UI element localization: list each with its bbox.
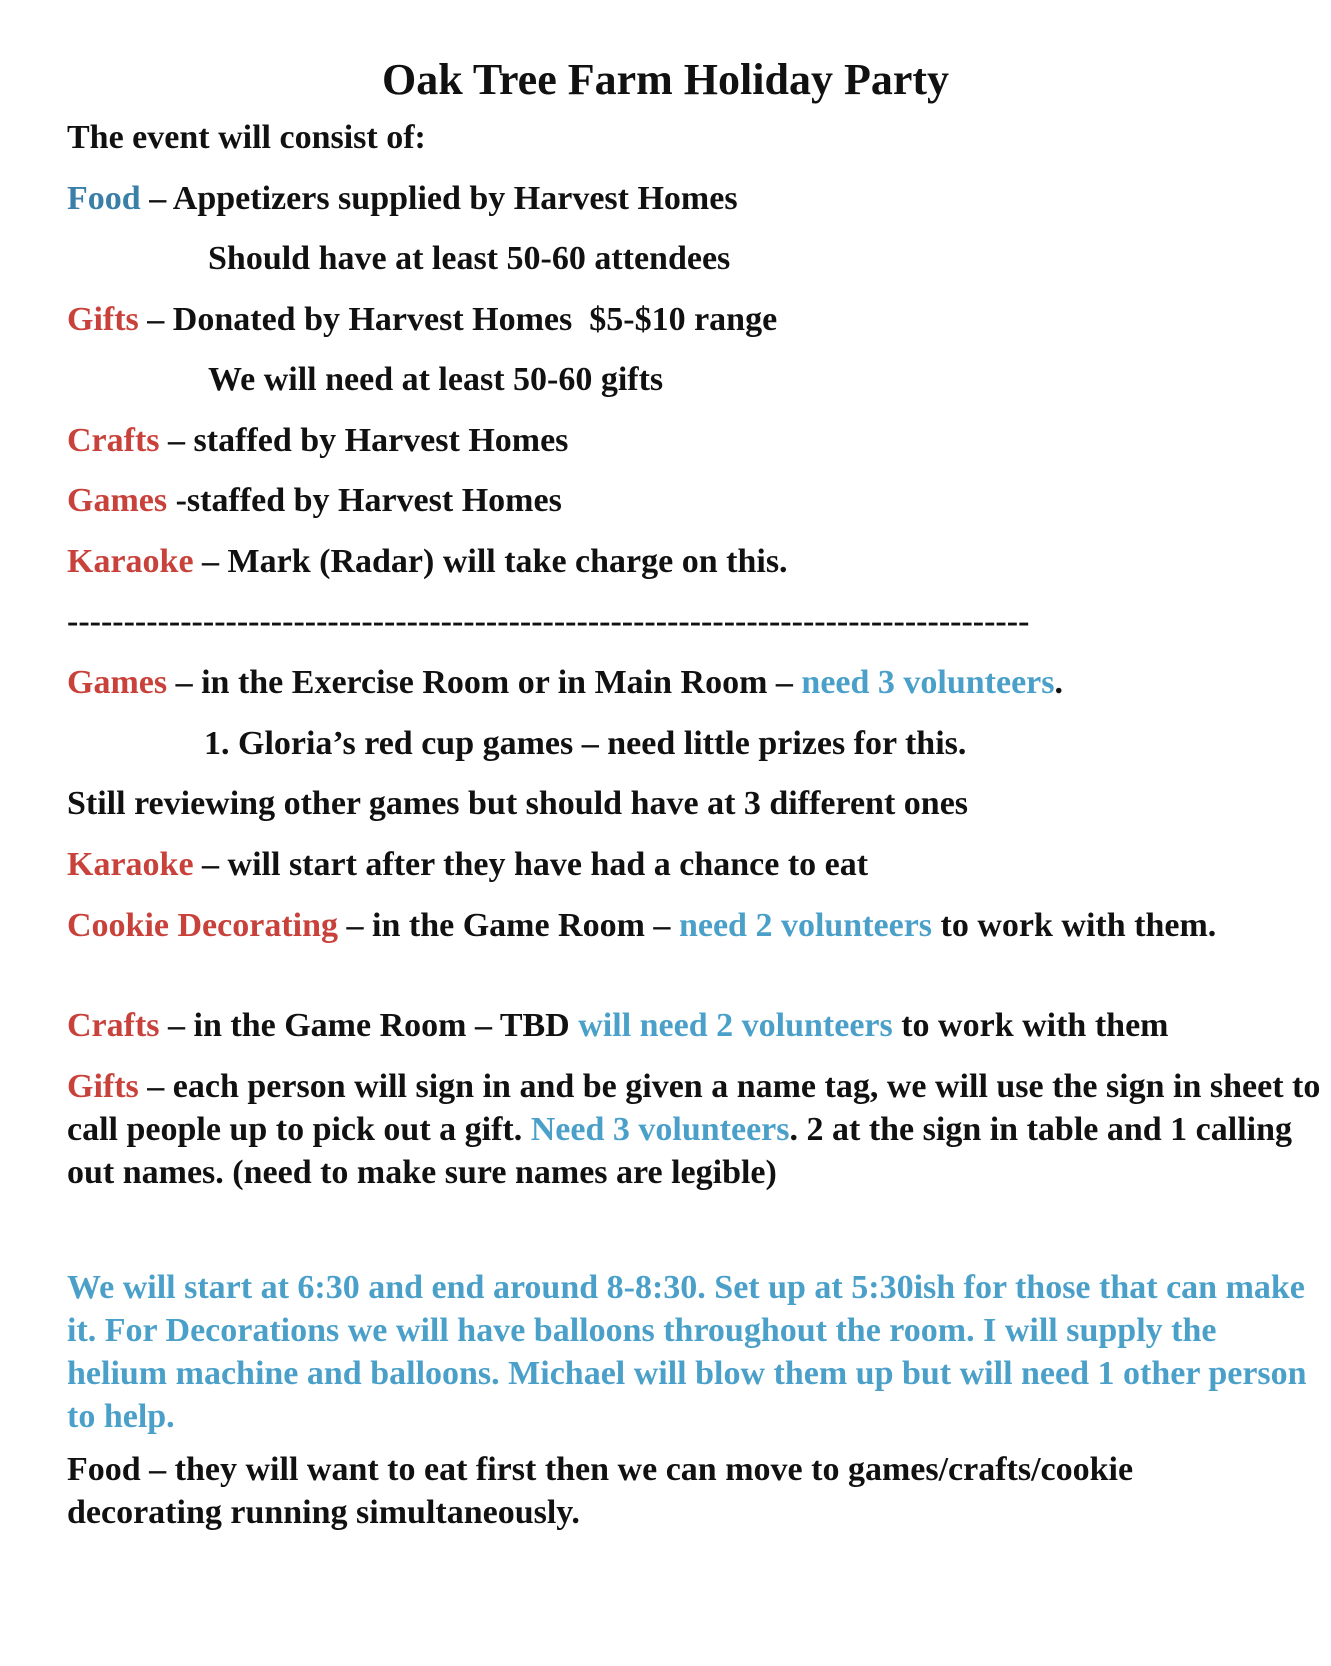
details-crafts-end: to work with them [892, 1007, 1169, 1044]
details-cookie [67, 904, 1247, 947]
overview-games [67, 479, 562, 523]
details-games-end: . [1054, 664, 1063, 701]
details-karaoke-text: – will start after they have had a chance to eat [193, 846, 869, 883]
overview-gifts-sub: We will need at least 50-60 gifts [208, 361, 664, 398]
overview-gifts [67, 298, 777, 342]
page-title: Oak Tree Farm Holiday Party [381, 55, 950, 104]
details-crafts-volunteers: will need 2 volunteers [578, 1007, 893, 1044]
details-cookie-end: to work with them. [932, 907, 1217, 944]
food-note: Food – they will want to eat first then we can move to games/crafts/cookie decorating running simultaneously. [67, 1451, 1134, 1531]
details-crafts [67, 1004, 1169, 1048]
details-gifts-end: . 2 at the sign in table and 1 calling out names. (need to make sure names are legible) [67, 1111, 1293, 1191]
details-gifts-label: Gifts [67, 1068, 139, 1105]
overview-food [67, 177, 738, 221]
karaoke-label: Karaoke [67, 543, 194, 580]
details-games-note: Still reviewing other games but should have at 3 different ones [67, 785, 969, 822]
gifts-label: Gifts [67, 301, 139, 338]
gifts-text: – Donated by Harvest Homes $5-$10 range [138, 301, 778, 338]
schedule-note: We will start at 6:30 and end around 8-8:30. Set up at 5:30ish for those that can make it. For Decorations we will have balloons throughout the room. I will supply the helium machine and balloons. Michael will blow them up but will need 1 other person to help. [67, 1269, 1307, 1435]
details-gifts-volunteers: Need 3 volunteers [530, 1111, 790, 1148]
overview-crafts [67, 419, 568, 463]
details-cookie-volunteers: need 2 volunteers [678, 907, 933, 944]
overview-food-sub: Should have at least 50-60 attendees [208, 240, 731, 277]
crafts-text: – staffed by Harvest Homes [159, 422, 569, 459]
details-games-volunteers: need 3 volunteers [801, 664, 1055, 701]
details-gifts [67, 1065, 1325, 1194]
details-cookie-label: Cookie Decorating [67, 907, 339, 944]
details-gifts-text: – each person will sign in and be given a name tag, we will use the sign in sheet to call people up to pick out a gift. [67, 1068, 1321, 1148]
food-label: Food [67, 180, 141, 217]
details-games [67, 661, 1063, 705]
games-text: -staffed by Harvest Homes [167, 482, 562, 519]
details-cookie-text: – in the Game Room – [338, 907, 679, 944]
details-crafts-label: Crafts [67, 1007, 160, 1044]
food-text: – Appetizers supplied by Harvest Homes [140, 180, 738, 217]
karaoke-text: – Mark (Radar) will take charge on this. [193, 543, 788, 580]
overview-karaoke [67, 540, 788, 584]
details-games-item: 1. Gloria’s red cup games – need little prizes for this. [204, 725, 967, 762]
details-karaoke [67, 843, 868, 887]
divider: ------------------------------------------------------------------------------------- [67, 603, 1030, 640]
games-label: Games [67, 482, 168, 519]
details-crafts-text: – in the Game Room – TBD [159, 1007, 579, 1044]
details-games-text: – in the Exercise Room or in Main Room – [167, 664, 802, 701]
details-games-label: Games [67, 664, 168, 701]
details-karaoke-label: Karaoke [67, 846, 194, 883]
crafts-label: Crafts [67, 422, 160, 459]
intro-text: The event will consist of: [67, 119, 426, 156]
